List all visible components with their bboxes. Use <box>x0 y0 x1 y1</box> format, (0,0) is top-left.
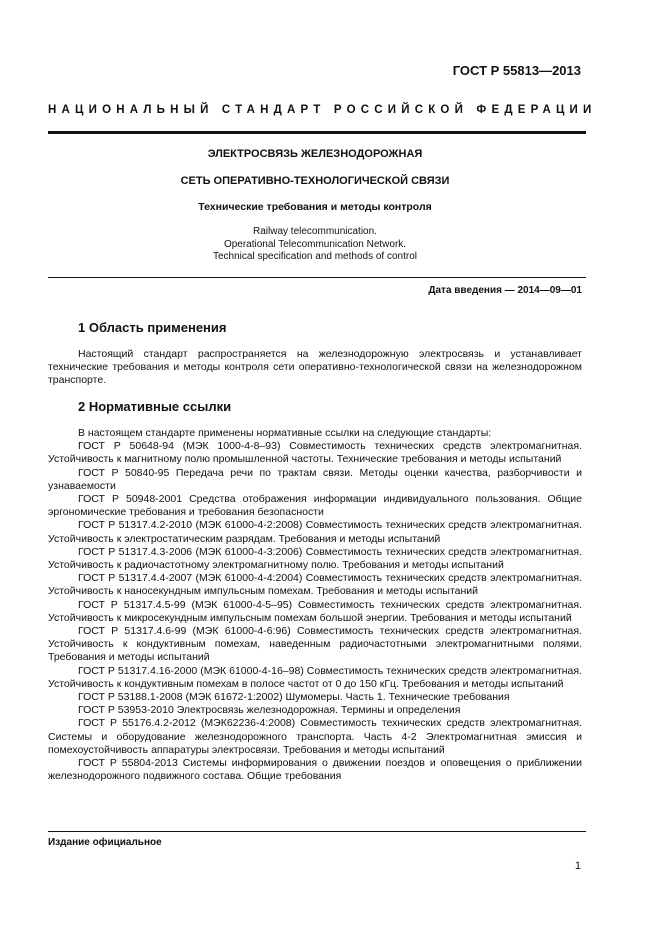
page-number: 1 <box>574 860 581 872</box>
english-title <box>48 226 582 264</box>
english-title-line: Operational Telecommunication Network. <box>223 238 407 250</box>
document-code: ГОСТ Р 55813—2013 <box>452 63 581 78</box>
national-standard-heading: НАЦИОНАЛЬНЫЙ СТАНДАРТ РОССИЙСКОЙ ФЕДЕРАЦИИ <box>48 104 597 116</box>
reference-item: В настоящем стандарте применены нормативные ссылки на следующие стандарты: <box>78 427 492 439</box>
section-1-heading: 1 Область применения <box>78 320 227 335</box>
reference-item: ГОСТ Р 51317.4.3-2006 (МЭК 61000-4-3:2006) Совместимость технических средств электромагнитная. Устойчивость к радиочастотному электромагнитному полю. Требования и методы испытаний <box>48 545 582 572</box>
reference-item: ГОСТ Р 51317.4.4-2007 (МЭК 61000-4-4:2004) Совместимость технических средств электромагнитная. Устойчивость к наносекундным импульсным помехам. Требования и методы испытаний <box>48 572 582 598</box>
reference-item: ГОСТ Р 53953-2010 Электросвязь железнодорожная. Термины и определения <box>78 704 461 717</box>
title-requirements: Технические требования и методы контроля <box>198 201 432 213</box>
reference-item: ГОСТ Р 50948-2001 Средства отображения информации индивидуального пользования. Общие эргономические требования и требования безопасности <box>48 493 582 519</box>
normative-references <box>48 427 582 783</box>
english-title-line: Technical specification and methods of control <box>212 251 417 262</box>
reference-item: ГОСТ Р 51317.4.16-2000 (МЭК 61000-4-16–98) Совместимость технических средств электромагнитная. Устойчивость к кондуктивным помехам в полосе частот от 0 до 150 кГц. Требования и методы испытаний <box>48 664 582 690</box>
section-1-text <box>48 348 582 388</box>
english-title-line: Railway telecommunication. <box>253 226 377 237</box>
section-2-heading: 2 Нормативные ссылки <box>78 399 232 414</box>
reference-item: ГОСТ Р 53188.1-2008 (МЭК 61672-1:2002) Шумомеры. Часть 1. Технические требования <box>78 691 510 704</box>
header-rule <box>48 131 586 134</box>
reference-item: ГОСТ Р 50840-95 Передача речи по трактам связи. Методы оценки качества, разборчивости и узнаваемости <box>48 466 582 492</box>
section-1-paragraph: Настоящий стандарт распространяется на железнодорожную электросвязь и устанавливает технические требования и методы контроля сети оперативно-технологической связи на железнодорожном транспорте. <box>48 348 582 387</box>
title-rule <box>48 277 586 278</box>
introduction-date: Дата введения — 2014—09—01 <box>428 285 582 296</box>
reference-item: ГОСТ Р 51317.4.5-99 (МЭК 61000-4-5–95) Совместимость технических средств электромагнитная. Устойчивость к микросекундным импульсным помехам большой энергии. Требования и методы испытаний <box>48 598 582 624</box>
reference-item: ГОСТ Р 51317.4.2-2010 (МЭК 61000-4-2:2008) Совместимость технических средств электромагнитная. Устойчивость к электростатическим разрядам. Требования и методы испытаний <box>48 519 582 545</box>
reference-item: ГОСТ Р 51317.4.6-99 (МЭК 61000-4-6:96) Совместимость технических средств электромагнитная. Устойчивость к кондуктивным помехам, наведенным радиочастотными электромагнитными полями. Требования и методы испытаний <box>48 625 582 664</box>
reference-item: ГОСТ Р 55804-2013 Системы информирования о движении поездов и оповещения о приближении железнодорожного подвижного состава. Общие требования <box>48 757 582 783</box>
reference-item: ГОСТ Р 55176.4.2-2012 (МЭК62236-4:2008) Совместимость технических средств электромагнитная. Системы и оборудование железнодорожного транспорта. Часть 4-2 Электромагнитная эмиссия и помехоустойчивость аппаратуры электросвязи. Требования и методы испытаний <box>48 717 582 756</box>
official-edition-label: Издание официальное <box>48 837 162 848</box>
reference-item: ГОСТ Р 50648-94 (МЭК 1000-4-8–93) Совместимость технических средств электромагнитная. Устойчивость к магнитному полю промышленной частоты. Технические требования и методы испытаний <box>48 440 582 466</box>
title-main: ЭЛЕКТРОСВЯЗЬ ЖЕЛЕЗНОДОРОЖНАЯ <box>207 148 423 160</box>
title-sub: СЕТЬ ОПЕРАТИВНО-ТЕХНОЛОГИЧЕСКОЙ СВЯЗИ <box>180 175 450 187</box>
footer-rule <box>48 831 586 832</box>
